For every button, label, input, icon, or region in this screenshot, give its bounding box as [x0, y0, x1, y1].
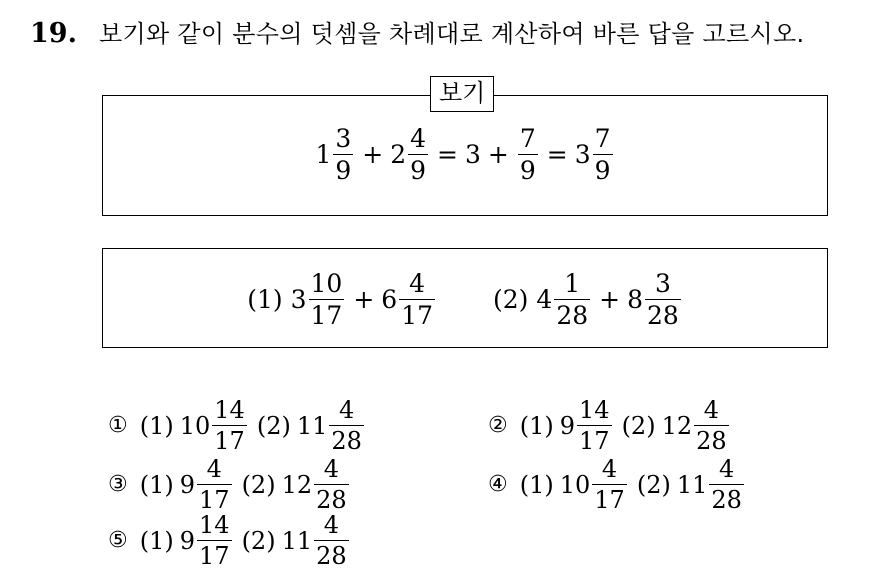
choice-fraction	[709, 457, 744, 512]
plus-sign: +	[599, 285, 621, 314]
choice-fraction	[314, 513, 349, 568]
example-b-whole: 2	[390, 140, 407, 169]
choice-5-marker: ⑤	[108, 528, 128, 553]
denominator: 17	[214, 427, 245, 455]
choice-whole: 9	[559, 411, 576, 440]
numerator: 4	[601, 455, 618, 483]
choice-part-2-label: (2)	[636, 470, 671, 499]
numerator: 7	[519, 124, 536, 153]
numerator: 4	[719, 455, 735, 483]
choice-3[interactable]	[108, 457, 351, 512]
choice-fraction	[592, 457, 627, 512]
numerator: 7	[594, 124, 611, 153]
denominator: 9	[410, 156, 427, 185]
denominator: 28	[316, 486, 347, 514]
numerator: 4	[409, 269, 426, 298]
denominator: 28	[331, 427, 362, 455]
denominator: 28	[647, 301, 679, 330]
numerator: 4	[206, 455, 222, 483]
choice-fraction	[212, 398, 247, 453]
choice-4-marker: ④	[488, 472, 508, 497]
choice-1[interactable]	[108, 398, 366, 453]
choice-part-1-label: (1)	[139, 411, 174, 440]
denominator: 17	[199, 542, 230, 570]
problem-1-a-whole: 3	[290, 285, 307, 314]
choice-fraction	[197, 457, 232, 512]
denominator: 9	[519, 156, 536, 185]
choice-fraction	[694, 398, 729, 453]
choice-whole: 9	[179, 526, 196, 555]
choice-whole: 11	[281, 526, 313, 555]
choice-part-1-label: (1)	[519, 411, 554, 440]
choice-whole: 11	[296, 411, 328, 440]
choice-whole: 12	[281, 470, 313, 499]
plus-sign: +	[353, 285, 375, 314]
choice-whole: 10	[179, 411, 211, 440]
numerator: 4	[703, 396, 720, 424]
example-c-whole: 3	[465, 140, 481, 169]
choice-part-2-label: (2)	[621, 411, 656, 440]
numerator: 14	[214, 396, 245, 424]
denominator: 9	[335, 156, 352, 185]
example-label: 보기	[430, 76, 494, 112]
problem-2-b-whole: 8	[627, 285, 643, 314]
problem-1-b-whole: 6	[381, 285, 398, 314]
choice-part-2-label: (2)	[241, 526, 276, 555]
numerator: 4	[339, 396, 355, 424]
equals-sign: =	[437, 140, 458, 169]
choice-fraction	[329, 398, 364, 453]
numerator: 14	[199, 511, 230, 539]
numerator: 14	[579, 396, 610, 424]
choice-part-1-label: (1)	[519, 470, 554, 499]
denominator: 17	[401, 301, 433, 330]
numerator: 10	[310, 269, 343, 298]
choice-part-2-label: (2)	[241, 470, 276, 499]
denominator: 28	[711, 486, 742, 514]
problem-2-a-whole: 4	[536, 285, 553, 314]
equals-sign: =	[546, 140, 568, 169]
choice-1-marker: ①	[108, 413, 128, 438]
choice-whole: 12	[661, 411, 693, 440]
numerator: 4	[323, 511, 340, 539]
denominator: 9	[594, 156, 611, 185]
choice-part-2-label: (2)	[256, 411, 291, 440]
numerator: 3	[335, 124, 352, 153]
choice-part-1-label: (1)	[139, 526, 174, 555]
denominator: 17	[579, 427, 610, 455]
example-a-whole: 1	[315, 140, 332, 169]
numerator: 3	[654, 269, 671, 298]
question-text: 보기와 같이 분수의 덧셈을 차례대로 계산하여 바른 답을 고르시오.	[98, 20, 805, 48]
problem-2-label: (2)	[493, 285, 529, 314]
choice-whole: 9	[179, 470, 196, 499]
denominator: 17	[310, 301, 343, 330]
choice-3-marker: ③	[108, 472, 128, 497]
plus-sign: +	[362, 140, 384, 169]
numerator: 4	[323, 455, 340, 483]
choice-part-1-label: (1)	[139, 470, 174, 499]
denominator: 17	[594, 486, 625, 514]
denominator: 17	[199, 486, 230, 514]
example-result-whole: 3	[574, 140, 591, 169]
choice-2[interactable]	[488, 398, 731, 453]
question-number: 19.	[30, 18, 77, 49]
denominator: 28	[696, 427, 727, 455]
numerator: 1	[564, 269, 581, 298]
choice-5[interactable]	[108, 513, 351, 568]
plus-sign: +	[487, 140, 509, 169]
problem-1-label: (1)	[247, 285, 283, 314]
numerator: 4	[410, 124, 427, 153]
choice-fraction	[577, 398, 612, 453]
choice-4[interactable]	[488, 457, 746, 512]
choice-fraction	[314, 457, 349, 512]
choice-whole: 10	[559, 470, 591, 499]
choice-2-marker: ②	[488, 413, 508, 438]
choice-fraction	[197, 513, 232, 568]
choice-whole: 11	[676, 470, 708, 499]
denominator: 28	[316, 542, 347, 570]
denominator: 28	[556, 301, 589, 330]
